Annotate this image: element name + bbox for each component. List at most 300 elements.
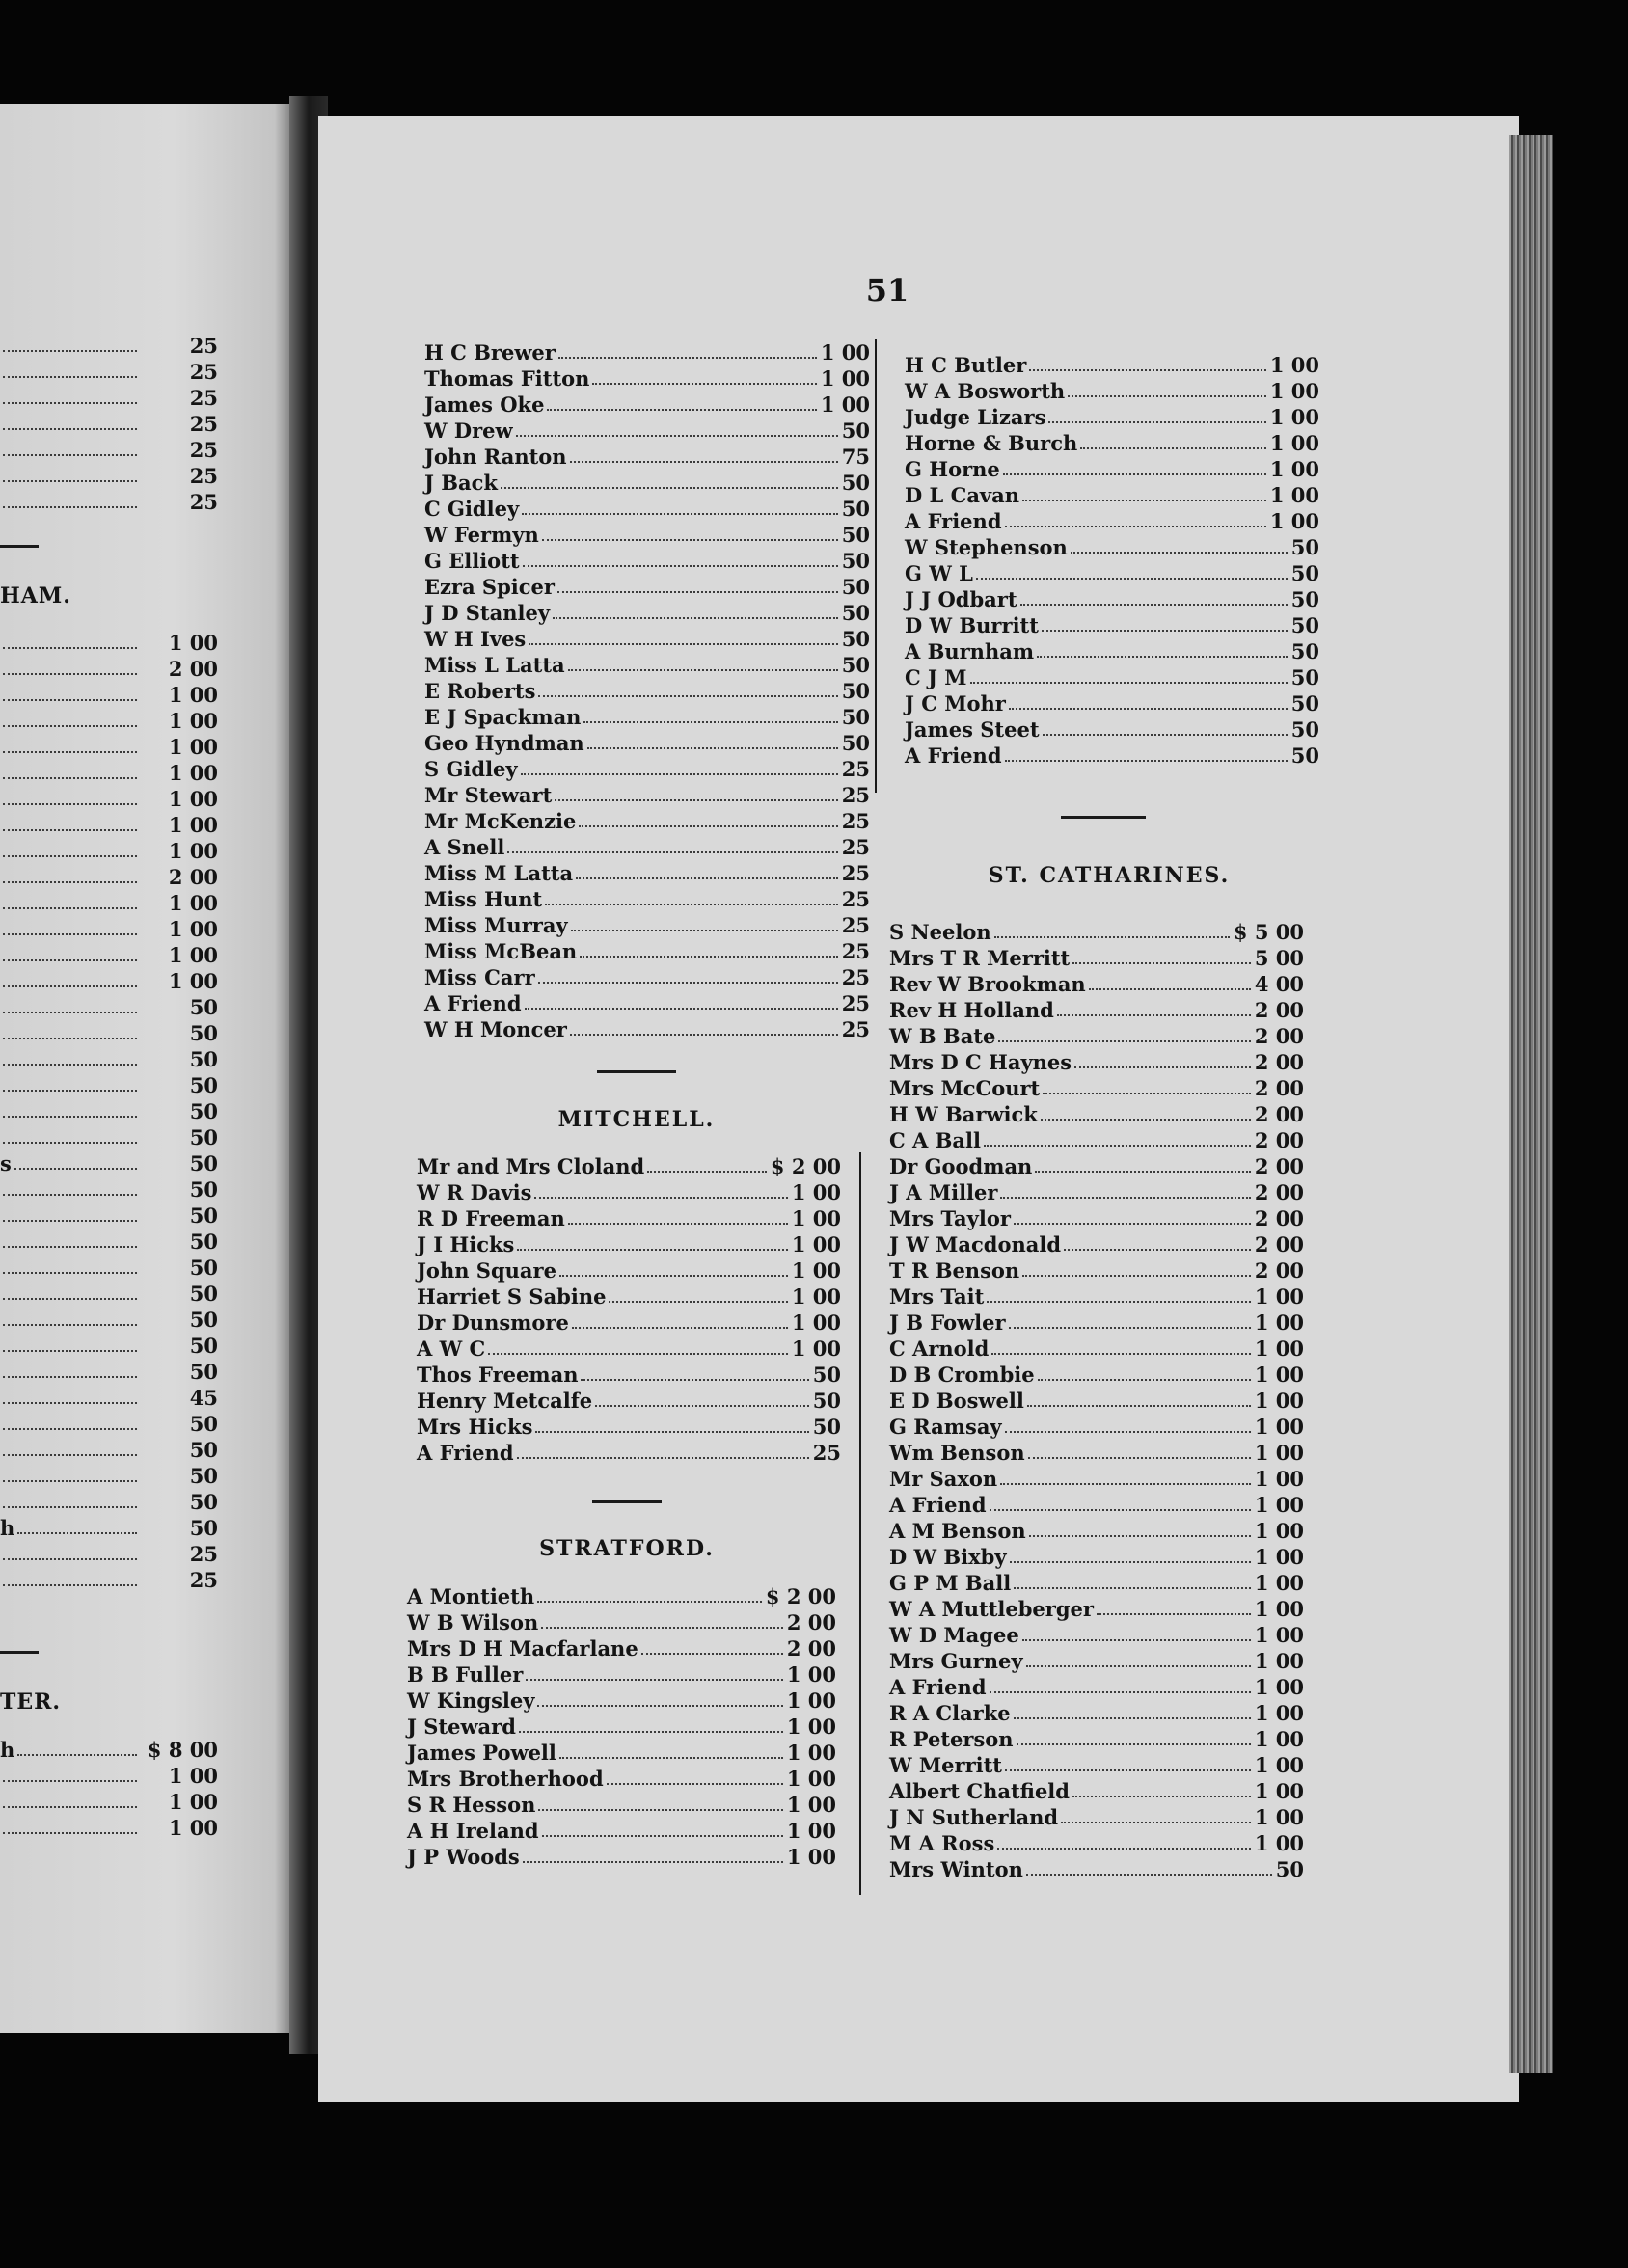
dot-leader (976, 578, 1288, 580)
dot-leader (537, 1705, 782, 1707)
dot-leader (3, 402, 137, 404)
dot-leader (538, 1809, 782, 1811)
dot-leader (559, 1757, 783, 1759)
subscriber-name: Mrs Winton (889, 1857, 1023, 1881)
subscriber-name: W R Davis (417, 1180, 532, 1204)
amount: 50 (841, 653, 870, 677)
list-item (417, 1439, 841, 1465)
dot-leader (576, 878, 838, 879)
list-item (889, 1256, 1304, 1282)
list-item (889, 1178, 1304, 1204)
subscriber-name: A Friend (905, 743, 1002, 768)
subscriber-name: Albert Chatfield (889, 1779, 1070, 1803)
list-item (417, 1309, 841, 1335)
dot-leader (3, 673, 137, 675)
list-item (424, 807, 870, 833)
page-edges (1509, 135, 1553, 2073)
amount: 1 00 (168, 917, 218, 941)
subscriber-name: Mrs Gurney (889, 1649, 1023, 1673)
list-item (889, 1491, 1304, 1517)
list-item (424, 885, 870, 911)
subscriber-name: B B Fuller (407, 1662, 524, 1687)
dot-leader (3, 1324, 137, 1326)
amount: 25 (189, 464, 218, 488)
list-item (424, 521, 870, 547)
amount: 1 00 (168, 839, 218, 863)
amount: 1 00 (168, 761, 218, 785)
subscriber-name: G Elliott (424, 549, 520, 573)
subscriber-name: s (0, 1151, 12, 1175)
dot-leader (3, 1064, 137, 1066)
subscriber-name: J B Fowler (889, 1310, 1006, 1335)
subscriber-name: Miss Carr (424, 965, 535, 989)
list-item (424, 443, 870, 469)
stratford-heading-wrap (405, 1536, 849, 1561)
amount: 1 00 (791, 1284, 841, 1309)
amount: 45 (189, 1386, 218, 1410)
list-item (0, 681, 218, 707)
dot-leader (542, 1835, 783, 1837)
list-item (417, 1361, 841, 1387)
dot-leader (994, 936, 1230, 938)
amount: 1 00 (786, 1662, 836, 1687)
amount: 2 00 (1254, 998, 1304, 1022)
subscriber-name: W Drew (424, 418, 513, 443)
amount: 1 00 (786, 1845, 836, 1869)
col2-rule (1061, 816, 1146, 819)
subscriber-name: D W Bixby (889, 1545, 1007, 1569)
dot-leader (607, 1783, 783, 1785)
amount: $ 2 00 (770, 1154, 841, 1178)
left-section-heading-2: TER. (0, 1689, 62, 1714)
dot-leader (1089, 988, 1251, 990)
list-item (424, 729, 870, 755)
dot-leader (1037, 656, 1288, 658)
list-item (889, 1230, 1304, 1256)
amount: 1 00 (168, 683, 218, 707)
list-item (889, 1855, 1304, 1881)
list-item (0, 785, 218, 811)
dot-leader (3, 428, 137, 430)
amount: 50 (1275, 1857, 1304, 1881)
list-item (889, 944, 1304, 970)
amount: 50 (189, 1464, 218, 1488)
amount: 50 (189, 1151, 218, 1175)
subscriber-name: G P M Ball (889, 1571, 1012, 1595)
amount: 2 00 (786, 1610, 836, 1634)
list-item (889, 1517, 1304, 1543)
list-item (905, 507, 1319, 533)
list-item (0, 1175, 218, 1202)
subscriber-name: G W L (905, 561, 973, 585)
amount: 1 00 (168, 709, 218, 733)
dot-leader (1020, 604, 1288, 606)
stcath-list (889, 918, 1304, 1881)
list-item (905, 481, 1319, 507)
amount: 1 00 (1269, 431, 1319, 455)
subscriber-name: S Neelon (889, 920, 991, 944)
amount: 50 (841, 705, 870, 729)
amount: 1 00 (1254, 1519, 1304, 1543)
amount: 1 00 (1254, 1467, 1304, 1491)
list-item (0, 1097, 218, 1123)
dot-leader (1097, 1613, 1251, 1615)
dot-leader (1014, 1717, 1251, 1719)
list-item (417, 1282, 841, 1309)
amount: 1 00 (820, 366, 870, 391)
list-item (889, 1361, 1304, 1387)
dot-leader (523, 1861, 783, 1863)
subscriber-name: Wm Benson (889, 1441, 1025, 1465)
stcath-heading-wrap (964, 863, 1254, 888)
subscriber-name: C J M (905, 665, 967, 689)
amount: 1 00 (1254, 1284, 1304, 1309)
subscriber-name: Rev W Brookman (889, 972, 1086, 996)
amount: 1 00 (1254, 1441, 1304, 1465)
list-item (0, 410, 218, 436)
list-item (889, 970, 1304, 996)
dot-leader (1071, 552, 1288, 554)
amount: 1 00 (1254, 1493, 1304, 1517)
amount: 1 00 (1254, 1389, 1304, 1413)
list-item (889, 996, 1304, 1022)
dot-leader (1005, 526, 1266, 527)
subscriber-name: E D Boswell (889, 1389, 1024, 1413)
list-item (889, 1595, 1304, 1621)
list-item (0, 1814, 218, 1840)
dot-leader (523, 565, 838, 567)
subscriber-name: James Powell (407, 1741, 556, 1765)
subscriber-name: Mrs Hicks (417, 1415, 533, 1439)
list-item (424, 703, 870, 729)
subscriber-name: A Friend (905, 509, 1002, 533)
subscriber-name: W Fermyn (424, 523, 539, 547)
dot-leader (542, 539, 838, 541)
column-rule-upper (875, 339, 877, 793)
dot-leader (1000, 1197, 1250, 1199)
dot-leader (3, 1116, 137, 1118)
subscriber-name: A Friend (889, 1493, 987, 1517)
list-item (0, 993, 218, 1019)
amount: 2 00 (786, 1636, 836, 1660)
list-item (905, 585, 1319, 611)
list-item (407, 1582, 836, 1608)
dot-leader (3, 454, 137, 456)
list-item (889, 1803, 1304, 1829)
dot-leader (568, 1223, 788, 1225)
dot-leader (1064, 1249, 1251, 1251)
dot-leader (1072, 962, 1251, 964)
amount: 1 00 (786, 1714, 836, 1739)
dot-leader (1005, 760, 1288, 762)
dot-leader (3, 959, 137, 961)
dot-leader (1072, 1796, 1251, 1797)
amount: 50 (841, 679, 870, 703)
amount: 1 00 (1254, 1623, 1304, 1647)
amount: 50 (1290, 743, 1319, 768)
list-item (889, 1777, 1304, 1803)
dot-leader (3, 1806, 137, 1808)
subscriber-name: Mrs McCourt (889, 1076, 1041, 1100)
amount: 1 00 (791, 1180, 841, 1204)
dot-leader (987, 1301, 1250, 1303)
subscriber-name: h (0, 1738, 15, 1762)
subscriber-name: S Gidley (424, 757, 518, 781)
subscriber-name: Mrs D C Haynes (889, 1050, 1072, 1074)
dot-leader (3, 1780, 137, 1782)
subscriber-name: Mrs Brotherhood (407, 1767, 604, 1791)
amount: 2 00 (168, 657, 218, 681)
stratford-list (407, 1582, 836, 1869)
dot-leader (3, 1298, 137, 1300)
dot-leader (547, 409, 816, 411)
subscriber-name: T R Benson (889, 1258, 1020, 1282)
amount: 1 00 (786, 1793, 836, 1817)
amount: 25 (189, 386, 218, 410)
dot-leader (1029, 369, 1266, 371)
dot-leader (1009, 708, 1288, 710)
subscriber-name: Harriet S Sabine (417, 1284, 607, 1309)
amount: 50 (189, 1203, 218, 1228)
subscriber-name: H W Barwick (889, 1102, 1038, 1126)
subscriber-name: D B Crombie (889, 1363, 1035, 1387)
dot-leader (3, 647, 137, 649)
list-item (889, 1100, 1304, 1126)
dot-leader (3, 1506, 137, 1508)
list-item (905, 403, 1319, 429)
dot-leader (3, 986, 137, 987)
dot-leader (1014, 1587, 1251, 1589)
amount: 50 (1290, 665, 1319, 689)
list-item (905, 611, 1319, 637)
dot-leader (558, 357, 817, 359)
list-item (424, 417, 870, 443)
amount: 5 00 (1254, 946, 1304, 970)
dot-leader (3, 803, 137, 805)
amount: 25 (841, 861, 870, 885)
subscriber-name: J Steward (407, 1714, 516, 1739)
list-item (889, 1074, 1304, 1100)
amount: 1 00 (1254, 1545, 1304, 1569)
amount: 2 00 (1254, 1024, 1304, 1048)
list-item (424, 833, 870, 859)
dot-leader (541, 1627, 783, 1629)
left-section-heading: HAM. (0, 583, 71, 608)
subscriber-name: John Square (417, 1258, 556, 1282)
amount: 1 00 (168, 943, 218, 967)
subscriber-name: W A Muttleberger (889, 1597, 1094, 1621)
dot-leader (1041, 1119, 1251, 1120)
dot-leader (991, 1353, 1251, 1355)
list-item (0, 1788, 218, 1814)
amount: 50 (841, 418, 870, 443)
amount: 1 00 (1254, 1831, 1304, 1855)
list-item (0, 1306, 218, 1332)
list-item (0, 889, 218, 915)
dot-leader (1000, 1483, 1251, 1485)
list-item (889, 1126, 1304, 1152)
dot-leader (997, 1848, 1251, 1850)
amount: 50 (1290, 717, 1319, 742)
list-item (407, 1660, 836, 1687)
mitchell-heading: MITCHELL. (557, 1107, 716, 1132)
subscriber-name: A Friend (424, 991, 522, 1015)
list-item (0, 1332, 218, 1358)
amount: $ 5 00 (1233, 920, 1304, 944)
amount: 50 (189, 1073, 218, 1097)
subscriber-name: W B Bate (889, 1024, 996, 1048)
amount: 1 00 (168, 813, 218, 837)
list-item (0, 1736, 218, 1762)
amount: 50 (189, 1490, 218, 1514)
dot-leader (3, 933, 137, 935)
list-item (424, 937, 870, 963)
list-item (0, 733, 218, 759)
list-item (424, 755, 870, 781)
amount: 50 (841, 523, 870, 547)
amount: 1 00 (791, 1310, 841, 1335)
amount: 2 00 (1254, 1258, 1304, 1282)
list-item (905, 637, 1319, 663)
amount: 50 (189, 1047, 218, 1071)
subscriber-name: J D Stanley (424, 601, 551, 625)
dot-leader (647, 1171, 767, 1173)
subscriber-name: R A Clarke (889, 1701, 1011, 1725)
amount: 1 00 (168, 787, 218, 811)
amount: 1 00 (1269, 379, 1319, 403)
subscriber-name: Miss M Latta (424, 861, 574, 885)
list-item (0, 1123, 218, 1149)
dot-leader (1029, 1535, 1251, 1537)
amount: 1 00 (786, 1819, 836, 1843)
subscriber-name: Mrs Taylor (889, 1206, 1011, 1230)
subscriber-name: W Merritt (889, 1753, 1003, 1777)
list-item (0, 1540, 218, 1566)
list-item (424, 989, 870, 1015)
subscriber-name: A W C (417, 1336, 486, 1361)
dot-leader (3, 1402, 137, 1404)
subscriber-name: R D Freeman (417, 1206, 565, 1230)
list-item (407, 1687, 836, 1713)
mitchell-heading-wrap (415, 1107, 858, 1132)
list-item (417, 1413, 841, 1439)
dot-leader (1043, 1093, 1251, 1094)
amount: 1 00 (1269, 483, 1319, 507)
column-rule-lower (859, 1152, 861, 1895)
amount: 1 00 (168, 735, 218, 759)
list-item (407, 1634, 836, 1660)
dot-leader (583, 721, 837, 723)
list-item (889, 1152, 1304, 1178)
subscriber-name: Mr and Mrs Cloland (417, 1154, 645, 1178)
amount: 1 00 (1269, 509, 1319, 533)
amount: 25 (189, 438, 218, 462)
dot-leader (1026, 1665, 1251, 1667)
list-item (889, 1543, 1304, 1569)
amount: 25 (841, 809, 870, 833)
col1-rule-2 (405, 1500, 849, 1503)
subscriber-name: H C Butler (905, 353, 1027, 377)
list-item (0, 1254, 218, 1280)
dot-leader (1043, 734, 1288, 736)
amount: 50 (189, 1438, 218, 1462)
list-item (889, 1725, 1304, 1751)
amount: 1 00 (168, 631, 218, 655)
amount: 50 (189, 995, 218, 1019)
amount: 1 00 (820, 340, 870, 364)
subscriber-name: W A Bosworth (905, 379, 1066, 403)
amount: 1 00 (786, 1688, 836, 1713)
dot-leader (3, 699, 137, 701)
list-item (0, 837, 218, 863)
list-item (0, 1436, 218, 1462)
subscriber-name: Miss McBean (424, 939, 578, 963)
dot-leader (3, 1428, 137, 1430)
subscriber-name: M A Ross (889, 1831, 995, 1855)
dot-leader (990, 1509, 1251, 1511)
list-item (417, 1387, 841, 1413)
amount: 50 (189, 1021, 218, 1045)
amount: 1 00 (1254, 1415, 1304, 1439)
dot-leader (17, 1754, 137, 1756)
subscriber-name: J J Odbart (905, 587, 1018, 611)
subscriber-name: Miss L Latta (424, 653, 565, 677)
list-item (424, 625, 870, 651)
dot-leader (529, 643, 838, 645)
subscriber-name: Mr McKenzie (424, 809, 577, 833)
amount: 1 00 (786, 1741, 836, 1765)
list-item (889, 1413, 1304, 1439)
subscriber-name: W D Magee (889, 1623, 1019, 1647)
list-item (889, 1439, 1304, 1465)
mitchell-list (417, 1152, 841, 1465)
list-item (0, 1410, 218, 1436)
amount: 2 00 (1254, 1206, 1304, 1230)
subscriber-name: W Kingsley (407, 1688, 535, 1713)
subscriber-name: James Steet (905, 717, 1040, 742)
amount: 25 (812, 1441, 841, 1465)
dot-leader (538, 982, 838, 984)
dot-leader (570, 461, 838, 463)
subscriber-name: C Arnold (889, 1336, 990, 1361)
subscriber-name: Dr Goodman (889, 1154, 1033, 1178)
left-rule-2 (0, 1651, 39, 1654)
dot-leader (1026, 1874, 1272, 1876)
dot-leader (3, 855, 137, 857)
dot-leader (572, 1327, 788, 1329)
subscriber-name: J A Miller (889, 1180, 998, 1204)
list-item (0, 436, 218, 462)
amount: 50 (189, 1282, 218, 1306)
list-item (0, 863, 218, 889)
page-number: 51 (865, 272, 909, 309)
dot-leader (517, 1249, 787, 1251)
left-heading1 (0, 583, 71, 608)
dot-leader (3, 777, 137, 779)
amount: 25 (189, 1568, 218, 1592)
amount: 50 (812, 1363, 841, 1387)
subscriber-name: D W Burritt (905, 613, 1039, 637)
list-item (889, 1621, 1304, 1647)
amount: 25 (841, 939, 870, 963)
list-item (417, 1204, 841, 1230)
subscriber-name: J Back (424, 471, 498, 495)
dot-leader (1009, 1327, 1251, 1329)
list-item (0, 1045, 218, 1071)
list-item (424, 781, 870, 807)
amount: 1 00 (1269, 353, 1319, 377)
dot-leader (17, 1532, 137, 1534)
